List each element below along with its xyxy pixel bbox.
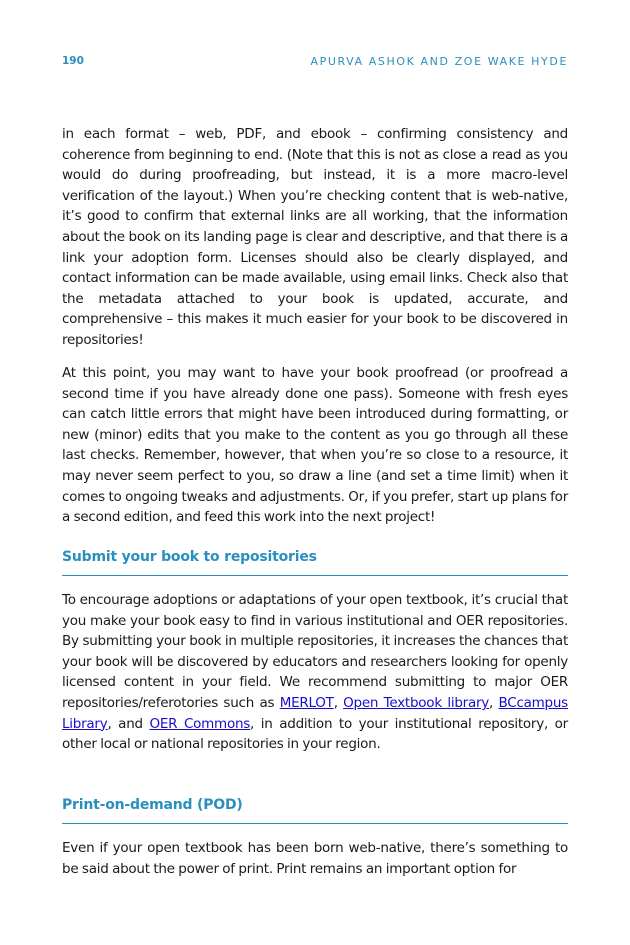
open-textbook-library-link[interactable]: Open Textbook library xyxy=(343,694,490,711)
page-number: 190 xyxy=(62,55,84,67)
paragraph-layout-verification xyxy=(62,124,568,351)
running-header xyxy=(62,55,568,71)
section-divider xyxy=(62,575,568,576)
section-heading-submit-repositories: Submit your book to repositories xyxy=(62,549,317,565)
paragraph-text xyxy=(62,590,568,755)
paragraph-text: At this point, you may want to have your book proofread (or proofread a second time if you have already done one pass). Someone with fresh eyes can catch little errors that might have been introduced during formatting, or new (minor) edits that you make to the content as you go through all these last checks. Remember, however, that when you’re so close to a resource, it may never seem perfect to you, so draw a line (and set a time limit) when it comes to ongoing tweaks and adjustments. Or, if you prefer, start up plans for a second edition, and feed this work into the next project! xyxy=(62,365,568,526)
text-span: , in addition to your institutional repository, or other local or national repositories in your region. xyxy=(62,715,568,753)
paragraph-proofreading xyxy=(62,363,568,528)
bccampus-library-link[interactable]: BCcampus Library xyxy=(62,694,568,732)
text-span: , and xyxy=(107,715,150,732)
paragraph-print-on-demand xyxy=(62,838,568,879)
paragraph-repositories xyxy=(62,590,568,755)
text-span: To encourage adoptions or adaptations of your open textbook, it’s crucial that you make your book easy to find in various institutional and OER repositories. By submitting your book in multiple repositories, it increases the chances that your book will be discovered by educators and researchers looking for openly licensed content in your field. We recommend submitting to major OER repositories/referotories such as xyxy=(62,592,568,711)
text-span: , xyxy=(489,694,499,711)
header-authors: APURVA ASHOK AND ZOE WAKE HYDE xyxy=(310,55,568,68)
section-heading-print-on-demand: Print-on-demand (POD) xyxy=(62,797,243,813)
text-span: , xyxy=(333,694,344,711)
oer-commons-link[interactable]: OER Commons xyxy=(149,715,251,732)
paragraph-text: Even if your open textbook has been born web-native, there’s something to be said about the power of print. Print remains an important option for xyxy=(62,840,568,877)
merlot-link[interactable]: MERLOT xyxy=(279,694,334,711)
section-divider xyxy=(62,823,568,824)
paragraph-text: in each format – web, PDF, and ebook – confirming consistency and coherence from beginning to end. (Note that this is not as close a read as you would do during proofreading, but instead, it is a more macro-level verification of the layout.) When you’re checking content that is web-native, it’s good to confirm that external links are all working, that the information about the book on its landing page is clear and descriptive, and that there is a link your adoption form. Licenses should also be clearly displayed, and contact information can be made available, using email links. Check also that the metadata attached to your book is updated, accurate, and comprehensive – this makes it much easier for your book to be discovered in repositories! xyxy=(62,126,568,348)
